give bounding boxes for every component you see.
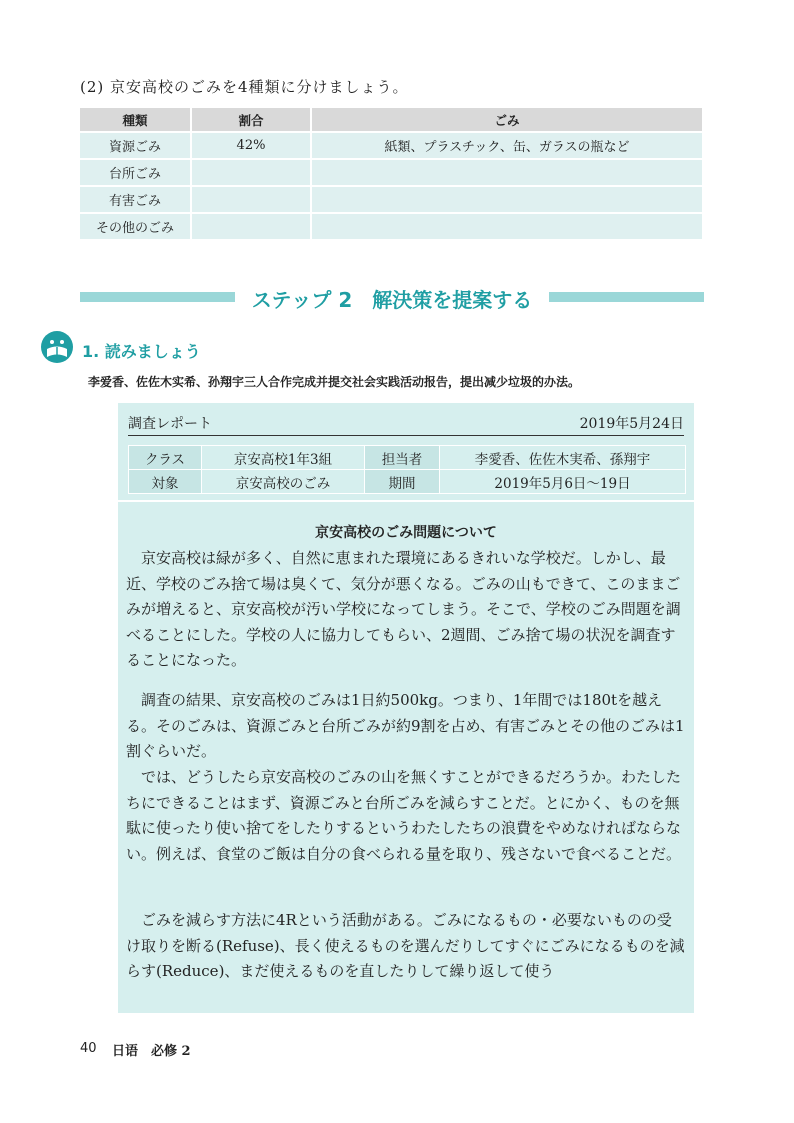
report-heading: 京安高校のごみ問題について [315,525,497,541]
book-title: 日语 必修 2 [112,1044,191,1059]
cell-waste[interactable] [311,213,702,239]
subject-value: 京安高校のごみ [202,470,365,494]
report-header [128,413,684,436]
cell-type: その他のごみ [80,213,191,239]
staff-value: 李愛香、佐佐木実希、孫翔宇 [440,446,686,470]
cell-type: 台所ごみ [80,159,191,186]
report-title: 調査レポート [128,416,212,432]
waste-table [80,108,702,239]
question-title: (2) 京安高校のごみを4種類に分けましょう。 [80,78,409,96]
report-paragraph-3: では、どうしたら京安高校のごみの山を無くすことができるだろうか。わたしたちにできることはまず、資源ごみと台所ごみを減らすことだ。とにかく、ものを無駄に使ったり使い捨てをしたりするというわたしたちの浪費をやめなければならない。例えば、食堂のご飯は自分の食べられる量を取り、残さないで食べることだ。 [126,768,682,863]
step-title: ステップ 2 解決策を提案する [80,284,704,313]
report-panel [118,403,694,1013]
table-row [80,159,702,186]
cell-waste[interactable] [311,186,702,213]
header-ratio: 割合 [191,108,311,132]
chinese-note: 李爱香、佐佐木实希、孙翔宇三人合作完成并提交社会实践活动报告，提出减少垃圾的办法。 [88,375,581,389]
cell-ratio: 42% [191,132,311,159]
table-row [129,470,686,494]
report-meta-table [128,445,686,494]
table-row [129,446,686,470]
class-label: クラス [129,446,202,470]
page-number: 40 [80,1041,97,1056]
report-paragraph-2: 調査の結果、京安高校のごみは1日約500kg。つまり、1年間では180tを越える。そのごみは、資源ごみと台所ごみが約9割を占め、有害ごみとその他のごみは1割ぐらいだ。 [126,691,685,760]
staff-label: 担当者 [365,446,440,470]
cell-ratio[interactable] [191,159,311,186]
period-value: 2019年5月6日～19日 [440,470,686,494]
table-row [80,132,702,159]
table-header-row [80,108,702,132]
cell-waste: 紙類、プラスチック、缶、ガラスの瓶など [311,132,702,159]
cell-type: 有害ごみ [80,186,191,213]
report-divider [118,500,694,502]
section-title: 1. 読みましょう [82,342,201,361]
reading-icon [40,330,74,364]
cell-ratio[interactable] [191,186,311,213]
class-value: 京安高校1年3組 [202,446,365,470]
table-row [80,186,702,213]
header-waste: ごみ [311,108,702,132]
table-row [80,213,702,239]
period-label: 期間 [365,470,440,494]
cell-type: 資源ごみ [80,132,191,159]
header-type: 種類 [80,108,191,132]
report-paragraph-1: 京安高校は緑が多く、自然に恵まれた環境にあるきれいな学校だ。しかし、最近、学校のごみ捨て場は臭くて、気分が悪くなる。ごみの山もできて、このままごみが増えると、京安高校が汚い学校になってしまう。そこで、学校のごみ問題を調べることにした。学校の人に協力してもらい、2週間、ごみ捨て場の状況を調査することになった。 [126,549,681,669]
report-date: 2019年5月24日 [579,416,684,432]
report-paragraph-4: ごみを減らす方法に4Rという活動がある。ごみになるもの・必要ないものの受け取りを断る(Refuse)、長く使えるものを選んだりしてすぐにごみになるものを減らす(Reduce)、まだ使えるものを直したりして繰り返して使う [126,911,685,980]
cell-ratio[interactable] [191,213,311,239]
cell-waste[interactable] [311,159,702,186]
subject-label: 対象 [129,470,202,494]
